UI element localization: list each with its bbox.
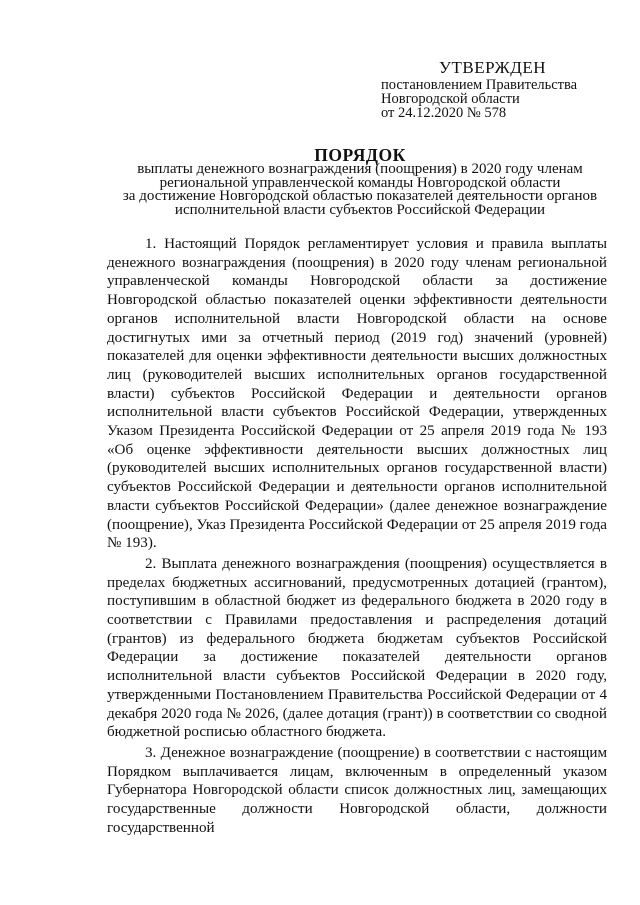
approval-line: постановлением Правительства: [381, 77, 578, 93]
subtitle-line: выплаты денежного вознаграждения (поощрения) в 2020 году членам: [137, 161, 583, 177]
document-body: [107, 235, 607, 838]
approval-block: [381, 58, 621, 120]
approval-date-number: от 24.12.2020 № 578: [381, 105, 507, 121]
paragraph-1: 1. Настоящий Порядок регламентирует условия и правила выплаты денежного вознаграждения (поощрения) в 2020 году членам региональной управленческой команды Новгородской области за достижение Новгородской областью показателей оценки эффективности деятельности органов исполнительной власти Новгородской области на основе достигнутых ими за отчетный период (2019 год) значений (уровней) показателей для оценки эффективности деятельности высших должностных лиц (руководителей высших исполнительных органов государственной власти) субъектов Российской Федерации и деятельности органов исполнительной власти субъектов Российской Федерации, утвержденных Указом Президента Российской Федерации от 25 апреля 2019 года № 193 «Об оценке эффективности деятельности высших должностных лиц (руководителей высших исполнительных органов государственной власти) субъектов Российской Федерации и деятельности органов исполнительной власти субъектов Российской Федерации» (далее денежное вознаграждение (поощрение), Указ Президента Российской Федерации от 25 апреля 2019 года № 193).: [107, 236, 607, 552]
paragraph-3: 3. Денежное вознаграждение (поощрение) в соответствии с настоящим Порядком выплачивается лицам, включенным в определенный указом Губернатора Новгородской области список должностных лиц, замещающих государственные должности Новгородской области, должности государственной: [107, 744, 607, 836]
subtitle-line: за достижение Новгородской областью показателей деятельности органов: [122, 188, 598, 204]
document-subtitle: [90, 163, 630, 217]
approval-line: Новгородской области: [381, 91, 520, 107]
subtitle-line: исполнительной власти субъектов Российской Федерации: [174, 201, 546, 218]
document-title: ПОРЯДОК: [314, 145, 406, 165]
subtitle-line: региональной управленческой команды Новгородской области: [159, 174, 561, 191]
paragraph-2: 2. Выплата денежного вознаграждения (поощрения) осуществляется в пределах бюджетных ассигнований, предусмотренных дотацией (грантом), поступившим в областной бюджет из федерального бюджета в 2020 году в соответствии с Правилами предоставления и распределения дотаций (грантов) из федерального бюджета бюджетам субъектов Российской Федерации за достижение показателей деятельности органов исполнительной власти субъектов Российской Федерации в 2020 году, утвержденными Постановлением Правительства Российской Федерации от 4 декабря 2020 года № 2026, (далее дотация (грант)) в соответствии со сводной бюджетной росписью областного бюджета.: [107, 555, 607, 741]
approval-title: УТВЕРЖДЕН: [439, 58, 546, 77]
